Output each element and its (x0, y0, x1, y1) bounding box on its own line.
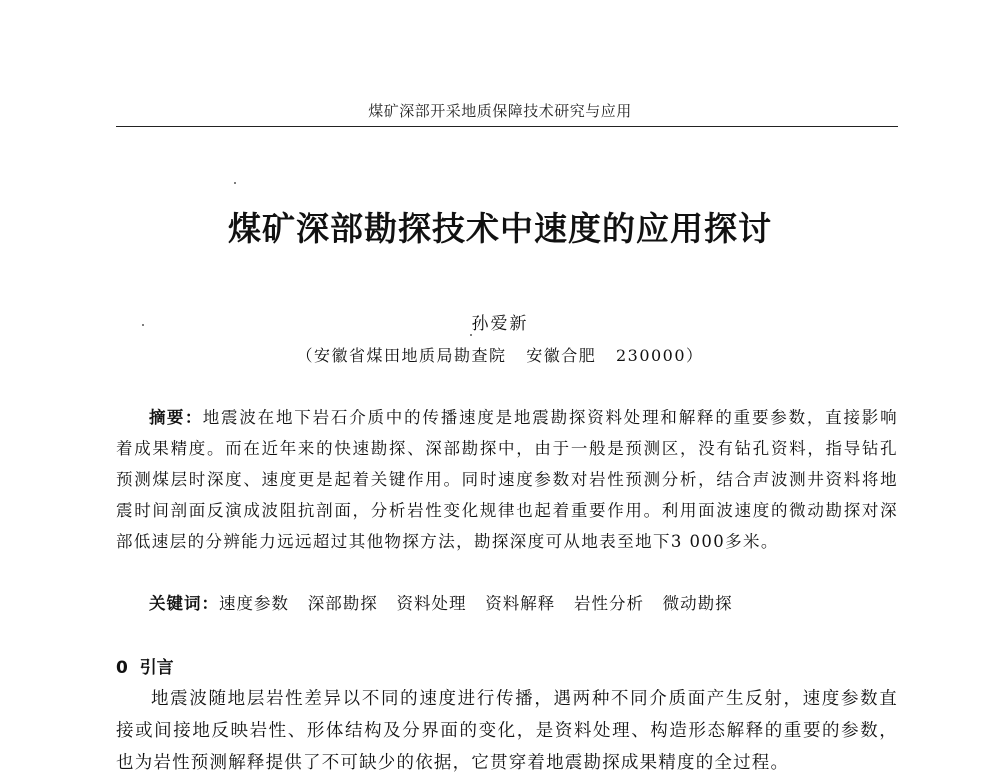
scan-speck (234, 182, 236, 184)
body-paragraph: 地震波随地层岩性差异以不同的速度进行传播，遇两种不同介质面产生反射，速度参数直接或间接地反映岩性、形体结构及分界面的变化，是资料处理、构造形态解释的重要的参数，也为岩性预测解释提供了不可缺少的依据，它贯穿着地震勘探成果精度的全过程。 (116, 689, 898, 773)
abstract-label: 摘要： (149, 408, 203, 427)
author-affiliation: （安徽省煤田地质局勘查院 安徽合肥 230000） (296, 346, 704, 365)
running-header: 煤矿深部开采地质保障技术研究与应用 (368, 102, 632, 120)
body-text (116, 683, 898, 779)
author-name: 孙爱新 (471, 314, 529, 334)
paper-title: 煤矿深部勘探技术中速度的应用探讨 (228, 209, 772, 248)
section-title: 引言 (139, 658, 174, 678)
section-heading (116, 653, 174, 678)
header-rule (116, 126, 898, 127)
keywords-label: 关键词： (149, 594, 219, 613)
scan-speck (470, 334, 472, 336)
abstract-text: 地震波在地下岩石介质中的传播速度是地震勘探资料处理和解释的重要参数，直接影响着成果精度。而在近年来的快速勘探、深部勘探中，由于一般是预测区，没有钻孔资料，指导钻孔预测煤层时深度、速度更是起着关键作用。同时速度参数对岩性预测分析，结合声波测井资料将地震时间剖面反演成波阻抗剖面，分析岩性变化规律也起着重要作用。利用面波速度的微动勘探对深部低速层的分辨能力远远超过其他物探方法，勘探深度可从地表至地下3 000多米。 (116, 408, 899, 551)
section-number: 0 (116, 658, 128, 678)
keywords (116, 590, 898, 618)
keywords-text: 速度参数 深部勘探 资料处理 资料解释 岩性分析 微动勘探 (219, 594, 733, 613)
abstract (116, 402, 898, 557)
